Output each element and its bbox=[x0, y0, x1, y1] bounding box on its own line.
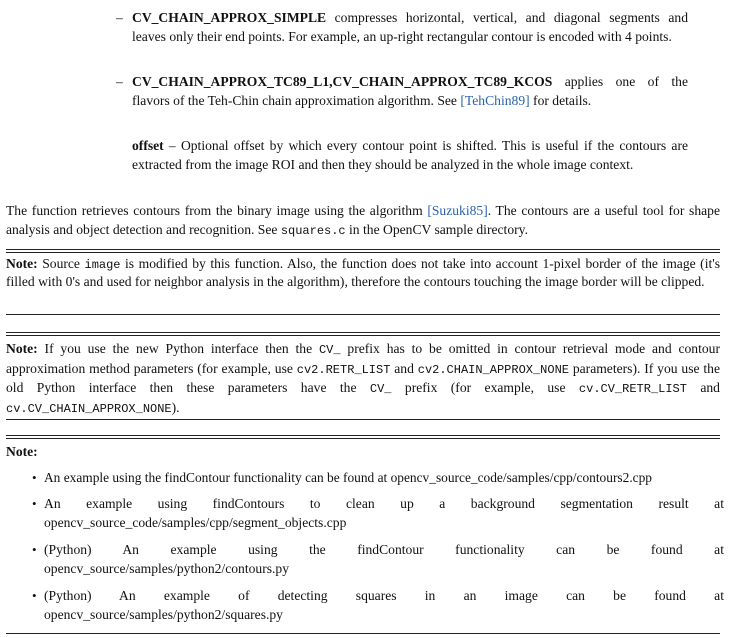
code-cv-prefix: CV_ bbox=[369, 382, 392, 396]
note-text: and bbox=[686, 380, 720, 395]
note2-top-rule bbox=[6, 332, 720, 333]
code-retr-list: cv2.RETR_LIST bbox=[296, 362, 391, 377]
list-item-path: opencv_source_code/samples/cpp/segment_objects.cpp bbox=[44, 515, 347, 530]
desc-text: The function retrieves contours from the binary image using the algorithm bbox=[6, 203, 428, 218]
note2-top-rule-2 bbox=[6, 335, 720, 336]
bullet-marker: • bbox=[32, 470, 37, 485]
desc-text: in the OpenCV sample directory. bbox=[345, 222, 528, 237]
param-desc-end: for details. bbox=[529, 93, 592, 108]
note-text: If you use the new Python interface then the bbox=[37, 341, 319, 356]
bullet-marker: • bbox=[32, 496, 37, 511]
note3-top-rule bbox=[6, 435, 720, 436]
code-cv-chain-approx-none: cv.CV_CHAIN_APPROX_NONE bbox=[6, 401, 172, 416]
note-text: Source bbox=[37, 256, 85, 271]
bullet-marker: • bbox=[32, 588, 37, 603]
note2-bottom-rule bbox=[6, 419, 720, 420]
param-desc: compresses horizontal, vertical, and diagonal segments and leaves only their end points. For example, an up-right rectangular contour is encoded with 4 points. bbox=[132, 10, 688, 44]
param-approx-simple bbox=[116, 8, 688, 46]
list-item-path: opencv_source/samples/python2/contours.py bbox=[44, 561, 290, 576]
dash-marker: – bbox=[116, 74, 123, 89]
note-text: is modified by this function. Also, the function does not take into account 1-pixel border of the image (it's filled with 0's and used for neighbor analysis in the algorithm), therefore the contours touching the image border will be clipped. bbox=[6, 256, 720, 289]
note1-top-rule bbox=[6, 249, 720, 250]
note1-top-rule-2 bbox=[6, 252, 720, 253]
citation-suzuki85-link[interactable]: [Suzuki85] bbox=[427, 203, 488, 218]
code-cv-prefix: CV_ bbox=[318, 343, 341, 357]
param-name: offset bbox=[132, 138, 164, 153]
bullet-marker: • bbox=[32, 542, 37, 557]
note-text: and bbox=[390, 360, 418, 376]
desc-text: . The contours are a useful tool for shape analysis and object detection and recognition. See bbox=[6, 203, 720, 237]
note3-top-rule-2 bbox=[6, 438, 720, 439]
param-offset bbox=[132, 136, 688, 174]
param-name: CV_CHAIN_APPROX_SIMPLE bbox=[132, 10, 327, 25]
note-python-interface bbox=[6, 340, 720, 418]
code-chain-approx-none: cv2.CHAIN_APPROX_NONE bbox=[417, 362, 569, 377]
note-image-modified bbox=[6, 256, 720, 290]
list-item-text: An example using findContours to clean up a background segmentation result at bbox=[44, 496, 724, 511]
code-image: image bbox=[84, 258, 121, 272]
list-item-text: An example using the findContour functionality can be found at opencv_source_code/samples/cpp/contours2.cpp bbox=[44, 470, 652, 485]
note-text: parameters). If you use the old Python interface then these parameters have the bbox=[6, 360, 720, 395]
note-text: prefix (for example, use bbox=[391, 380, 579, 395]
note-label: Note: bbox=[6, 256, 38, 271]
list-item-text: (Python) An example of detecting squares in an image can be found at bbox=[44, 588, 724, 603]
param-desc: – Optional offset by which every contour point is shifted. This is useful if the contours are extracted from the image ROI and then they should be analyzed in the whole image context. bbox=[132, 138, 688, 172]
note-label: Note: bbox=[6, 444, 38, 459]
note-text: ). bbox=[171, 399, 180, 415]
note-text: prefix has to be omitted in contour retrieval mode and contour approximation method parameters (for example, use bbox=[6, 341, 720, 376]
note-label: Note: bbox=[6, 341, 38, 356]
note-examples-label bbox=[6, 442, 38, 461]
dash-marker: – bbox=[116, 10, 123, 25]
list-item-path: opencv_source/samples/python2/squares.py bbox=[44, 607, 283, 622]
function-description bbox=[6, 201, 720, 241]
list-item-text: (Python) An example using the findContour functionality can be found at bbox=[44, 542, 724, 557]
note3-bottom-rule bbox=[6, 633, 720, 634]
param-name: CV_CHAIN_APPROX_TC89_L1,CV_CHAIN_APPROX_TC89_KCOS bbox=[132, 74, 553, 89]
param-approx-tc89 bbox=[116, 72, 688, 110]
param-desc: applies one of the flavors of the Teh-Chin chain approximation algorithm. See bbox=[132, 74, 688, 108]
code-squares: squares.c bbox=[280, 224, 346, 238]
citation-tehchin89-link[interactable]: [TehChin89] bbox=[460, 93, 530, 108]
code-cv-retr-list: cv.CV_RETR_LIST bbox=[578, 382, 687, 396]
note1-bottom-rule bbox=[6, 314, 720, 315]
